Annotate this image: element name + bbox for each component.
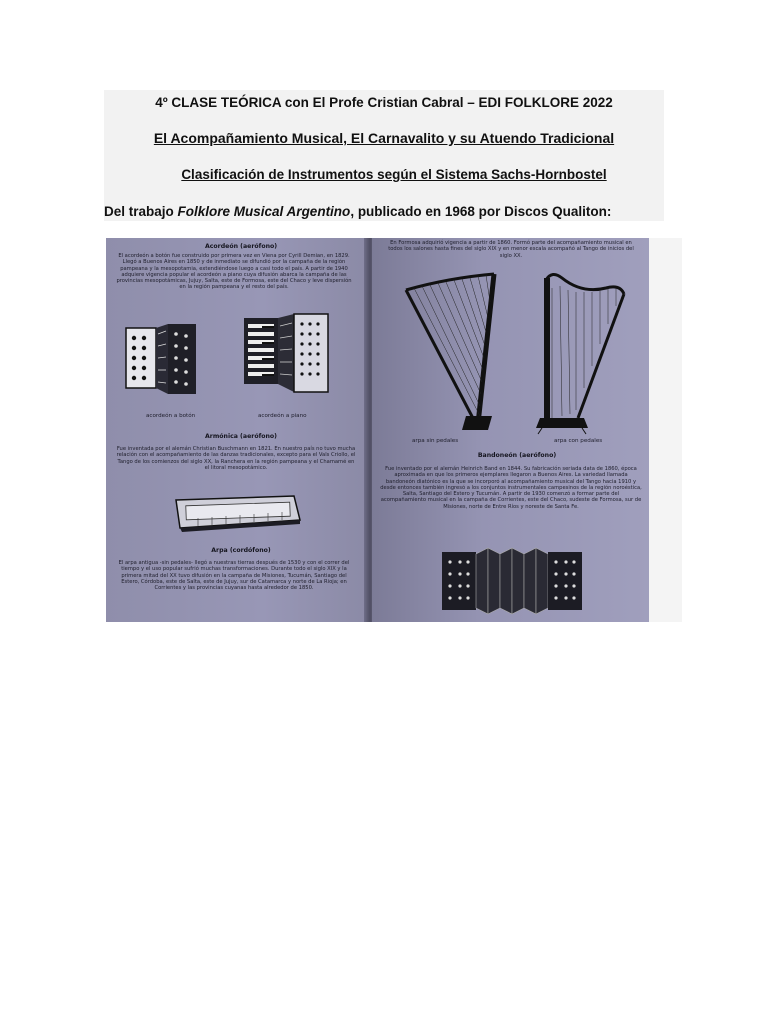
accordion-piano-illustration (238, 308, 348, 418)
bandoneon-illustration (438, 544, 588, 618)
label-acordeon-piano: acordeón a piano (258, 413, 307, 419)
bandoneon-title: Bandoneón (aerófono) (477, 452, 557, 459)
source-work-title: Folklore Musical Argentino (177, 204, 351, 219)
armonica-text: Fue inventada por el alemán Christian Buschmann en 1821. En nuestro país no tuvo mucha relación con el acompañamiento de las danzas tradicionales, excepto para el Vals Criollo, el Tango de los comienzos del siglo XX, la Ranchera en la región pampeana y el Chamamé en el litoral mesopotámico. (116, 446, 356, 471)
photo-edge-strip (649, 238, 682, 622)
bandoneon-text: Fue inventado por el alemán Heinrich Band en 1844. Su fabricación seriada data de 1860, época aproximada en que los primeros ejemplares llegaron a Buenos Aires. La variedad llamada bandoneón diatónico es la que se incorporó al acompañamiento musical del Tango hacia 1910 y desde entonces también ingresó a los conjuntos instrumentales campesinos de la región noroéstica, Salta, Santiago del Estero y Tucumán. A partir de 1930 comenzó a formar parte del acompañamiento musical en la campaña de Corrientes, este del Chaco, sudeste de Formosa, sur de Misiones, norte de Entre Ríos y noreste de Santa Fe. (380, 466, 642, 510)
label-arpa-con-pedales: arpa con pedales (554, 438, 603, 444)
armonica-title: Armónica (aerófono) (205, 433, 277, 440)
source-pre: Del trabajo (104, 204, 178, 219)
arpa-text: El arpa antigua -sin pedales- llegó a nuestras tierras después de 1530 y con el correr del tiempo y el uso popular sufrió muchas transformaciones. Durante todo el siglo XIX y la primera mitad del XX tuvo difusión en la campaña de Misiones, Tucumán, Santiago del Estero, Córdoba, este de Salta, este de Jujuy, sur de Catamarca y norte de La Rioja; en Corrientes y las provincias cuyanas hasta alrededor de 1850. (118, 560, 350, 592)
header-box (104, 90, 664, 221)
label-arpa-sin-pedales: arpa sin pedales (412, 438, 459, 444)
arpa-cont-text: En Formosa adquirió vigencia a partir de 1860. Formó parte del acompañamiento musical en todos los salones hasta fines del siglo XIX y en menor escala acompañó al Tango de inicios del siglo XX. (388, 240, 634, 259)
accordion-button-illustration (120, 314, 220, 414)
harp-with-pedals-illustration (532, 268, 632, 436)
harmonica-illustration (168, 490, 308, 534)
book-page-right (372, 238, 649, 622)
class-title: 4º CLASE TEÓRICA con El Profe Cristian Cabral – EDI FOLKLORE 2022 (155, 95, 613, 110)
harp-without-pedals-illustration (396, 266, 506, 436)
book-photo (106, 238, 649, 622)
book-page-left (106, 238, 368, 622)
acordeon-title: Acordeón (aerófono) (204, 243, 278, 250)
source-post: , publicado en 1968 por Discos Qualiton: (350, 204, 612, 219)
acordeon-text: El acordeón a botón fue construido por primera vez en Viena por Cyrill Demian, en 1829. Llegó a Buenos Aires en 1850 y de inmediato se difundió por la campaña de la región pampeana y la mesopotamia, extendiéndose luego a casi todo el país. A partir de 1940 adquiere vigencia popular el acordeón a piano cuya difusión abarca la campaña de las provincias mesopotámicas, Jujuy, Salta, este de Formosa, este del Chaco y leve dispersión en la región pampeana y el resto del país. (116, 253, 352, 291)
source-line (104, 204, 664, 220)
classification-title: Clasificación de Instrumentos según el Sistema Sachs-Hornbostel (181, 167, 607, 182)
topic-title: El Acompañamiento Musical, El Carnavalito y su Atuendo Tradicional (153, 130, 615, 146)
label-acordeon-boton: acordeón a botón (146, 413, 196, 419)
arpa-title: Arpa (cordófono) (211, 547, 271, 554)
